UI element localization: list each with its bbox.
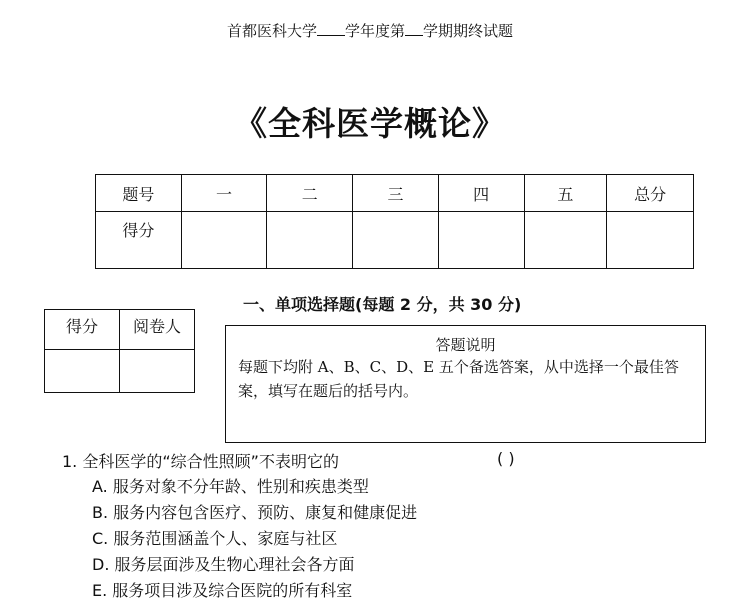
grader-header-reviewer: 阅卷人	[120, 310, 195, 350]
score-cell[interactable]	[438, 212, 524, 269]
grader-score-cell[interactable]	[45, 350, 120, 393]
exam-title: 《全科医学概论》	[234, 104, 506, 143]
score-row-label: 得分	[96, 212, 182, 269]
score-header-cell: 三	[353, 175, 439, 212]
grader-header-score: 得分	[45, 310, 120, 350]
instructions-heading: 答题说明	[435, 336, 496, 354]
score-cell[interactable]	[353, 212, 439, 269]
section-title: 一、单项选择题(每题 2 分，共 30 分)	[243, 295, 522, 314]
score-cell[interactable]	[524, 212, 607, 269]
header-university: 首都医科大学	[226, 22, 317, 40]
score-header-cell: 题号	[96, 175, 182, 212]
question-number: 1.	[62, 452, 78, 471]
question-text: 全科医学的“综合性照顾”不表明它的	[82, 452, 339, 471]
answer-parentheses[interactable]: ( )	[497, 449, 515, 468]
year-blank	[317, 34, 345, 36]
grader-table-header-row	[45, 310, 195, 350]
grader-table-value-row	[45, 350, 195, 393]
grader-table	[44, 309, 195, 393]
grader-reviewer-cell[interactable]	[120, 350, 195, 393]
question-1	[62, 449, 339, 472]
option-d[interactable]: D. 服务层面涉及生物心理社会各方面	[92, 555, 355, 574]
score-header-cell: 一	[181, 175, 267, 212]
instructions-body: 每题下均附 A、B、C、D、E 五个备选答案，从中选择一个最佳答案，填写在题后的括号内。	[238, 358, 679, 400]
option-c[interactable]: C. 服务范围涵盖个人、家庭与社区	[92, 529, 338, 548]
score-header-cell: 四	[438, 175, 524, 212]
score-header-cell: 二	[267, 175, 353, 212]
score-cell[interactable]	[181, 212, 267, 269]
score-header-cell: 总分	[607, 175, 694, 212]
score-cell[interactable]	[267, 212, 353, 269]
score-header-cell: 五	[524, 175, 607, 212]
score-table-header-row	[96, 175, 694, 212]
score-table-value-row	[96, 212, 694, 269]
term-blank	[405, 34, 423, 36]
score-cell[interactable]	[607, 212, 694, 269]
option-e[interactable]: E. 服务项目涉及综合医院的所有科室	[92, 581, 353, 600]
score-table	[95, 174, 694, 269]
header-exam: 学期期终试题	[423, 22, 514, 40]
option-a[interactable]: A. 服务对象不分年龄、性别和疾患类型	[92, 477, 369, 496]
instructions-box	[225, 325, 706, 443]
exam-header	[0, 20, 740, 41]
option-b[interactable]: B. 服务内容包含医疗、预防、康复和健康促进	[92, 503, 418, 522]
header-term: 学年度第	[344, 22, 405, 40]
